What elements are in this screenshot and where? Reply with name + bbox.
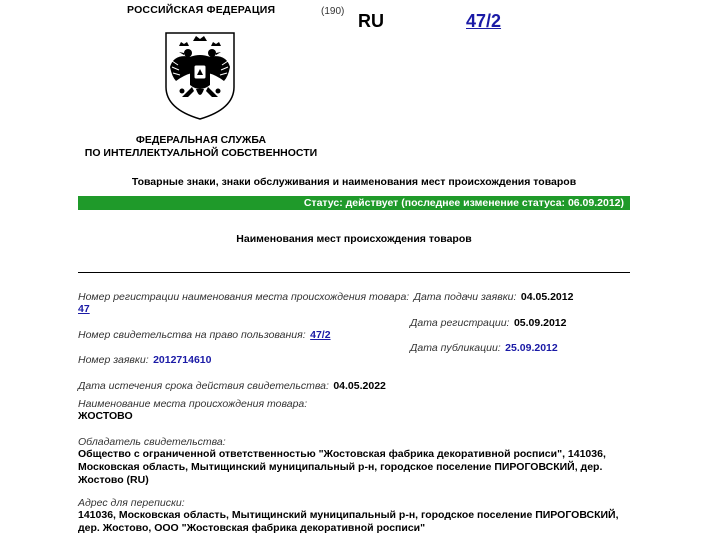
publication-date-label: Дата публикации: bbox=[410, 342, 501, 354]
expiry-label: Дата истечения срока действия свидетельства: bbox=[78, 380, 329, 392]
reg-number-value-row bbox=[78, 299, 90, 317]
divider bbox=[78, 272, 630, 273]
certificate-link[interactable]: 47/2 bbox=[310, 329, 331, 341]
registration-date-value: 05.09.2012 bbox=[513, 317, 567, 329]
place-label: Наименование места происхождения товара: bbox=[78, 398, 308, 410]
agency-name bbox=[83, 134, 319, 160]
agency-line-2: ПО ИНТЕЛЛЕКТУАЛЬНОЙ СОБСТВЕННОСТИ bbox=[84, 147, 318, 159]
holder-label: Обладатель свидетельства: bbox=[78, 436, 226, 448]
registration-date-row bbox=[410, 313, 567, 331]
application-label: Номер заявки: bbox=[78, 354, 149, 366]
inid-code: (190) bbox=[321, 6, 345, 17]
certificate-label: Номер свидетельства на право пользования: bbox=[78, 329, 306, 341]
agency-line-1: ФЕДЕРАЛЬНАЯ СЛУЖБА bbox=[135, 134, 267, 146]
reg-number-link[interactable]: 47 bbox=[78, 303, 90, 315]
expiry-value: 04.05.2022 bbox=[333, 380, 386, 392]
document-number-link[interactable]: 47/2 bbox=[466, 11, 502, 31]
place-value: ЖОСТОВО bbox=[78, 410, 133, 422]
publication-date-value: 25.09.2012 bbox=[505, 342, 558, 354]
address-label: Адрес для переписки: bbox=[78, 497, 185, 509]
holder-value: Общество с ограниченной ответственностью "Жостовская фабрика декоративной росписи", 141036, Московская область, Мытищинский муниципальный р-н, городское поселение ПИРОГОВСКИЙ, дер. Жостово (RU) bbox=[78, 448, 606, 486]
expiry-row bbox=[78, 376, 386, 394]
registration-date-label: Дата регистрации: bbox=[410, 317, 510, 329]
country-code: RU bbox=[358, 11, 384, 31]
application-row bbox=[78, 350, 211, 368]
register-subtitle: Товарные знаки, знаки обслуживания и наименования мест происхождения товаров bbox=[131, 176, 577, 188]
publication-date-row bbox=[410, 338, 558, 356]
status-bar: Статус: действует (последнее изменение статуса: 06.09.2012) bbox=[78, 196, 630, 210]
reg-number-label: Номер регистрации наименования места происхождения товара: bbox=[78, 291, 410, 303]
filing-date-label: Дата подачи заявки: bbox=[413, 291, 517, 303]
certificate-row bbox=[78, 325, 331, 343]
russian-coat-of-arms-icon bbox=[162, 31, 238, 121]
section-title: Наименования мест происхождения товаров bbox=[236, 233, 472, 245]
address-value: 141036, Московская область, Мытищинский муниципальный р-н, городское поселение ПИРОГОВСКИЙ, дер. Жостово, ООО "Жостовская фабрика декоративной росписи" bbox=[78, 509, 619, 534]
country-name: РОССИЙСКАЯ ФЕДЕРАЦИЯ bbox=[127, 4, 276, 16]
application-value: 2012714610 bbox=[153, 354, 212, 366]
reg-number-row bbox=[78, 287, 573, 305]
filing-date-value: 04.05.2012 bbox=[520, 291, 574, 303]
